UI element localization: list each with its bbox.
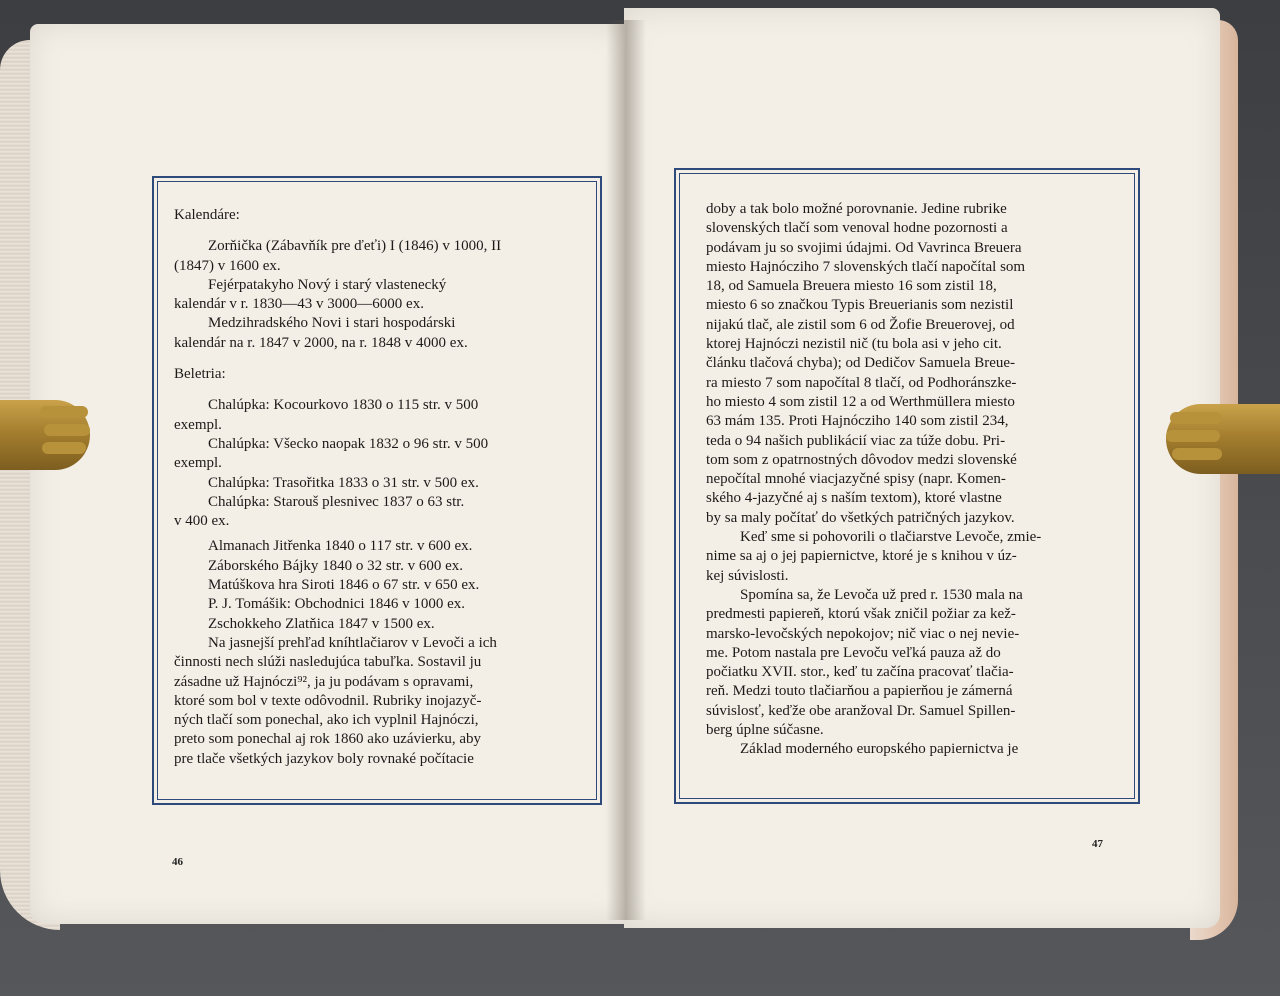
- fiction-entry: Chalúpka: Starouš plesnivec 1837 o 63 str. v 400 ex.: [174, 493, 465, 530]
- body-paragraph: Spomína sa, že Levoča už pred r. 1530 mala na predmesti papiereň, ktorú však zničil požiar za kež- marsko-levočských nepokojov; nič viac o nej nevie- me. Potom nastala pre Levoču veľká pauza až do počiatku XVII. stor., keď tu začína pracovať tlačia- reň. Medzi touto tlačiarňou a papierňou je zámerná súvislosť, keďže obe aranžoval Dr. Samuel Spillen- berg úplne súčasne.: [706, 586, 1023, 739]
- page-number-left: 46: [172, 856, 183, 868]
- fiction-entry: Chalúpka: Trasořitka 1833 o 31 str. v 500 ex.: [208, 474, 479, 491]
- fiction-entry: Almanach Jitřenka 1840 o 117 str. v 600 ex.: [208, 538, 473, 555]
- fiction-entry: Chalúpka: Kocourkovo 1830 o 115 str. v 500 exempl.: [174, 397, 479, 433]
- body-paragraph: Základ moderného europského papiernictva je: [740, 741, 1019, 758]
- book-gutter: [606, 20, 646, 920]
- calendar-entry: Zorňička (Zábavňík pre ďeťi) I (1846) v 1000, II (1847) v 1600 ex.: [174, 238, 502, 274]
- page-number-right: 47: [1092, 838, 1103, 850]
- calendar-entry: Fejérpatakyho Nový i starý vlastenecký kalendár v r. 1830—43 v 3000—6000 ex.: [174, 276, 447, 313]
- body-paragraph: Na jasnejší prehľad kníhtlačiarov v Levoči a ich činnosti nech slúži nasledujúca tabuľka. Sostavil ju zásadne už Hajnóczi⁹², ja ju podávam s opravami, ktoré som bol v texte odôvodnil. Rubriky inojazyč- ných tlačí som ponechal, ako ich vyplnil Hajnóczi, preto som ponechal aj rok 1860 ako uzávierku, aby pre tlače všetkých jazykov boly rovnaké počítacie: [174, 634, 497, 767]
- body-paragraph: Keď sme si pohovorili o tlačiarstve Levoče, zmie- nime sa aj o jej papiernictve, ktoré je s knihou v úz- kej súvislosti.: [706, 529, 1042, 584]
- fiction-entry: P. J. Tomášik: Obchodnici 1846 v 1000 ex.: [208, 596, 465, 613]
- fiction-entry: Zschokkeho Zlatňica 1847 v 1500 ex.: [208, 615, 435, 632]
- body-paragraph: doby a tak bolo možné porovnanie. Jedine rubrike slovenských tlačí som venoval hodne pozornosti a podávam ju so svojimi údajmi. Od Vavrinca Breuera miesto Hajnócziho 7 slovenských tlačí napočítal som 18, od Samuela Breuera miesto 16 som zistil 18, miesto 6 so značkou Typis Breuerianis som nezistil nijakú tlač, ale zistil som 6 od Žofie Breuerovej, od ktorej Hajnóczi nezistil nič (tu bola asi v jeho cit. článku tlačová chyba); od Dedičov Samuela Breue- ra miesto 7 som napočítal 8 tlačí, od Podhoránszke- ho miesto 4 som zistil 12 a od Werthmüllera miesto 63 mám 135. Proti Hajnócziho 140 som zistil 234, teda o 94 našich publikácií viac za túže dobu. Pri- tom som z opatrnostných dôvodov medzi slovenské nepočítal mnohé viacjazyčné spisy (napr. Komen- ského 4-jazyčné aj s naším textom), ktoré vlastne by sa maly počítať do všetkých patričných jazykov.: [706, 201, 1026, 526]
- fiction-entry: Záborského Bájky 1840 o 32 str. v 600 ex.: [208, 557, 463, 574]
- right-page-text: [706, 200, 1102, 760]
- calendar-entry: Medzihradského Novi i stari hospodárski kalendár na r. 1847 v 2000, na r. 1848 v 4000 ex.: [174, 315, 468, 351]
- brass-hand-weight-left: [0, 400, 90, 470]
- fiction-entry: Matúškova hra Siroti 1846 o 67 str. v 650 ex.: [208, 577, 480, 594]
- brass-hand-weight-right: [1166, 404, 1280, 474]
- calendars-heading: Kalendáre:: [174, 207, 240, 223]
- fiction-entry: Chalúpka: Všecko naopak 1832 o 96 str. v 500 exempl.: [174, 435, 489, 472]
- left-page-text: [174, 206, 566, 769]
- fiction-heading: Beletria:: [174, 366, 226, 383]
